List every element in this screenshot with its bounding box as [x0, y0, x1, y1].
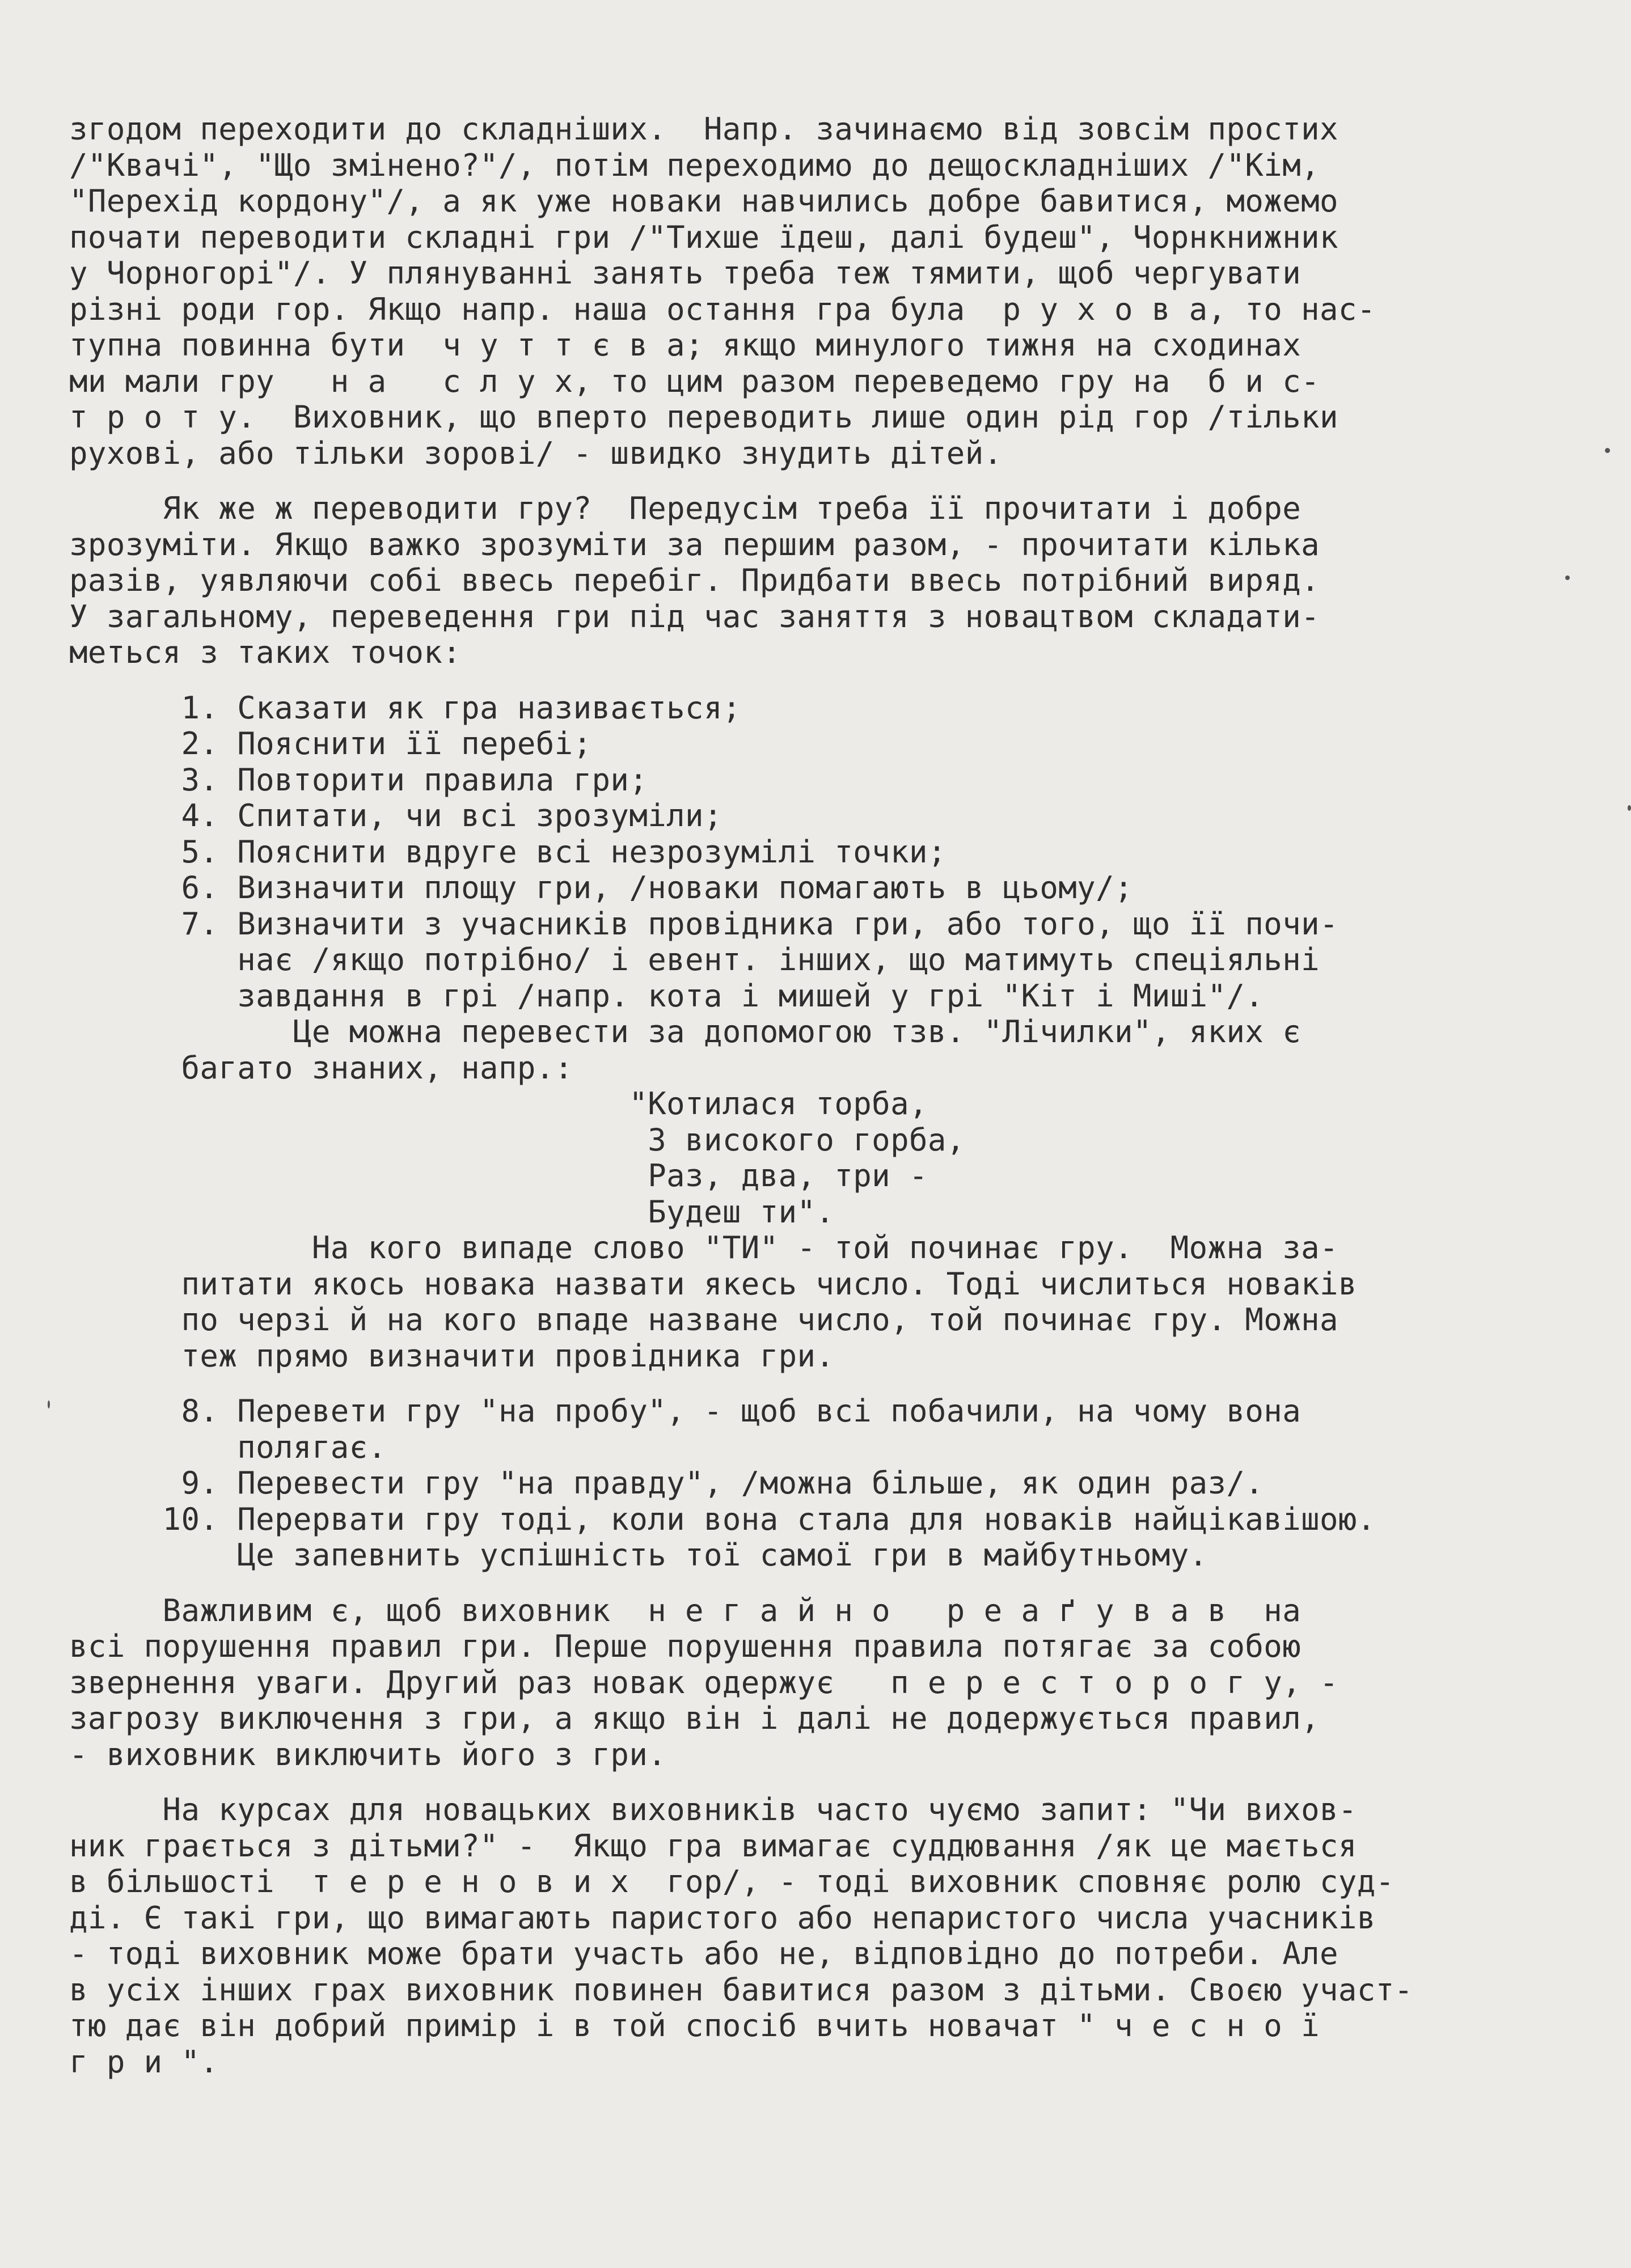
text-line: - тоді виховник може брати участь або не, відповідно до потреби. Але	[69, 1936, 1338, 1971]
text-line: 6. Визначити площу гри, /новаки помагають в цьому/;	[69, 870, 1133, 905]
text-line: - виховник виключить його з гри.	[69, 1736, 667, 1772]
text-line: ді. Є такі гри, що вимагають паристого або непаристого числа учасників	[69, 1899, 1376, 1936]
text-line: г р и ".	[69, 2043, 219, 2080]
text-line: по черзі й на кого впаде назване число, той починає гру. Можна	[69, 1302, 1338, 1338]
text-line: "Перехід кордону"/, а як уже новаки навчились добре бавитися, можемо	[69, 183, 1338, 219]
text-line: ник грається з дітьми?" - Якщо гра вимагає суддювання /як це мається	[69, 1827, 1357, 1864]
text-line: Це запевнить успішність тої самої гри в майбутньому.	[69, 1537, 1208, 1573]
text-line: у Чорногорі"/. У плянуванні занять треба теж тямити, щоб чергувати	[69, 255, 1302, 291]
text-line: багато знаних, напр.:	[69, 1050, 573, 1086]
text-line: меться з таких точок:	[69, 634, 462, 670]
text-line: теж прямо визначити провідника гри.	[69, 1338, 835, 1374]
text-line: зрозуміти. Якщо важко зрозуміти за першим разом, - прочитати кілька	[69, 526, 1320, 562]
text-line: загрозу виключення з гри, а якщо він і далі не додержується правил,	[69, 1700, 1320, 1736]
paper-speck	[48, 1400, 50, 1408]
text-line: звернення уваги. Другий раз новак одержує п е р е с т о р о г у, -	[69, 1664, 1338, 1700]
text-line: Раз, два, три -	[69, 1158, 928, 1194]
text-line: ми мали гру н а с л у х, то цим разом переведемо гру на б и с-	[69, 363, 1320, 399]
paper-speck	[1605, 448, 1610, 453]
text-line: тю дає він добрий примір і в той спосіб вчить новачат " ч е с н о ї	[69, 2008, 1320, 2043]
text-line: 7. Визначити з учасників провідника гри, або того, що її почи-	[69, 905, 1338, 942]
text-line: 9. Перевести гру "на правду", /можна більше, як один раз/.	[69, 1465, 1264, 1501]
text-line: рухові, або тільки зорові/ - швидко знудить дітей.	[69, 435, 1003, 471]
text-line: т р о т у. Виховник, що вперто переводить лише один рід гор /тільки	[69, 399, 1338, 435]
text-line: 10. Перервати гру тоді, коли вона стала для новаків найцікавішою.	[69, 1501, 1376, 1537]
text-line: в усіх інших грах виховник повинен бавитися разом з дітьми. Своєю участ-	[69, 1971, 1413, 2008]
text-line: У загальному, переведення гри під час заняття з новацтвом складати-	[69, 598, 1320, 634]
text-line: /"Квачі", "Що змінено?"/, потім переходимо до дещоскладніших /"Кім,	[69, 147, 1320, 183]
text-line: полягає.	[69, 1429, 387, 1465]
text-line: 3. Повторити правила гри;	[69, 761, 648, 798]
text-line: разів, уявляючи собі ввесь перебіг. Придбати ввесь потрібний виряд.	[69, 562, 1320, 598]
text-line: 2. Пояснити її перебі;	[69, 726, 592, 761]
text-line: З високого горба,	[69, 1122, 965, 1158]
text-line: "Котилася торба,	[69, 1086, 928, 1122]
text-line: згодом переходити до складніших. Напр. зачинаємо від зовсім простих	[69, 111, 1338, 147]
document-text	[69, 111, 1589, 2080]
text-line: завдання в грі /напр. кота і мишей у грі "Кіт і Миші"/.	[69, 978, 1264, 1014]
paragraph-gap	[69, 1374, 1589, 1393]
text-line: Будеш ти".	[69, 1194, 835, 1230]
text-line: 4. Спитати, чи всі зрозуміли;	[69, 798, 722, 833]
text-line: 5. Пояснити вдруге всі незрозумілі точки;	[69, 833, 947, 870]
text-line: 1. Сказати як гра називається;	[69, 689, 741, 726]
paragraph-gap	[69, 471, 1589, 490]
text-line: в більшості т е р е н о в и х гор/, - тоді виховник сповняє ролю суд-	[69, 1864, 1395, 1899]
text-line: тупна повинна бути ч у т т є в а; якщо минулого тижня на сходинах	[69, 327, 1302, 363]
text-line: Це можна перевести за допомогою тзв. "Лічилки", яких є	[69, 1014, 1302, 1050]
paragraph-gap	[69, 671, 1589, 690]
text-line: 8. Перевети гру "на пробу", - щоб всі побачили, на чому вона	[69, 1393, 1302, 1429]
text-line: всі порушення правил гри. Перше порушення правила потягає за собою	[69, 1628, 1302, 1664]
paragraph-gap	[69, 1573, 1589, 1593]
paper-speck	[1628, 805, 1631, 811]
text-line: На курсах для новацьких виховників часто чуємо запит: "Чи вихов-	[69, 1792, 1357, 1827]
paper-speck	[1565, 576, 1570, 580]
text-line: питати якось новака назвати якесь число. Тоді числиться новаків	[69, 1266, 1357, 1302]
text-line: Як же ж переводити гру? Передусім треба її прочитати і добре	[69, 490, 1302, 526]
text-line: почати переводити складні гри /"Тихше їдеш, далі будеш", Чорнкнижник	[69, 219, 1338, 255]
text-line: На кого випаде слово "ТИ" - той починає гру. Можна за-	[69, 1230, 1338, 1266]
text-line: різні роди гор. Якщо напр. наша остання гра була р у х о в а, то нас-	[69, 291, 1376, 327]
text-line: нає /якщо потрібно/ і евент. інших, що матимуть спеціяльні	[69, 942, 1320, 978]
text-line: Важливим є, щоб виховник н е г а й н о р е а ґ у в а в на	[69, 1592, 1302, 1628]
paragraph-gap	[69, 1772, 1589, 1792]
